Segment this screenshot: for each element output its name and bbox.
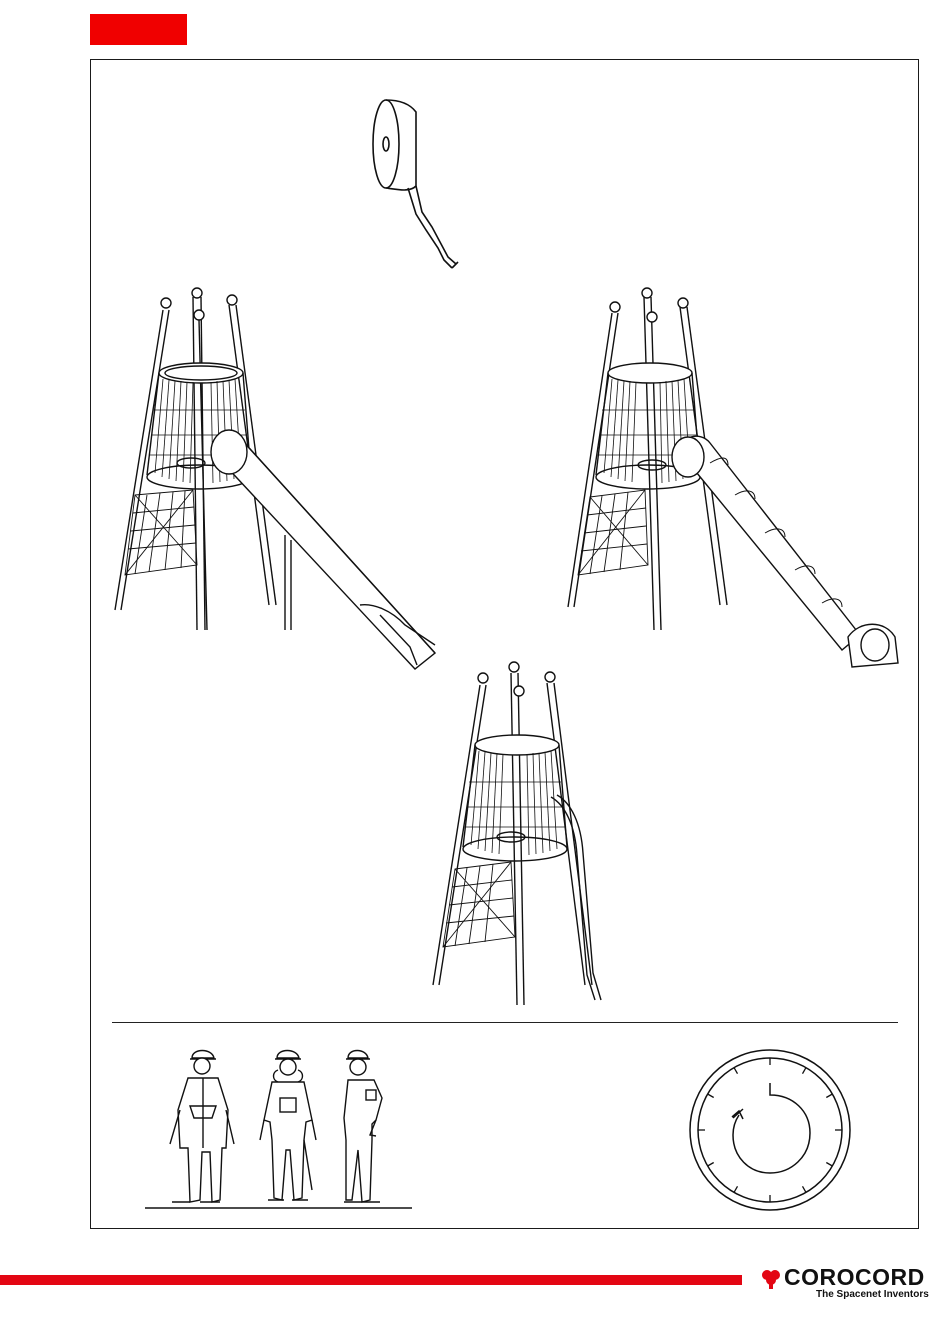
page-marker-tab	[90, 14, 187, 45]
tower-with-tube-slide	[560, 285, 915, 685]
corocord-logo-mark	[760, 1267, 782, 1289]
workers-figures	[140, 1040, 415, 1215]
tower-with-straight-slide	[105, 285, 445, 685]
corocord-logo	[760, 1265, 930, 1305]
tower-with-fireman-pole	[425, 655, 625, 1010]
clock-dial-icon	[685, 1045, 855, 1215]
brand-tagline: The Spacenet Inventors	[816, 1289, 929, 1300]
footer-accent-bar	[0, 1275, 742, 1285]
section-divider	[112, 1022, 898, 1023]
brand-name: COROCORD	[784, 1264, 925, 1290]
tape-roll-icon	[360, 92, 470, 272]
